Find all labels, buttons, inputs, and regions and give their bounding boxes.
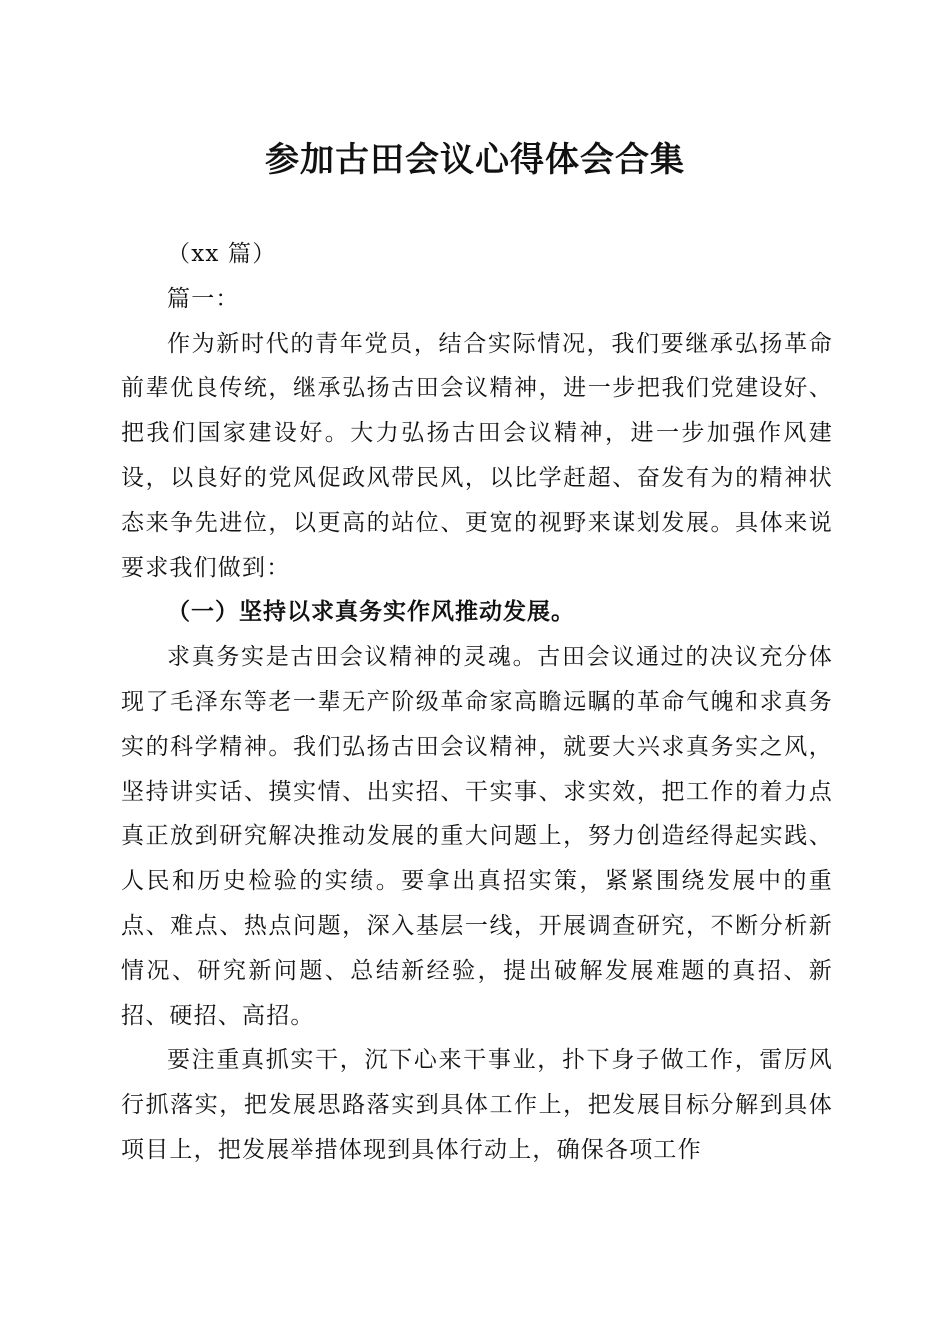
subsection-heading: （一）坚持以求真务实作风推动发展。 — [167, 598, 575, 626]
section-label: 篇一： — [167, 285, 240, 312]
intro-paragraph: 作为新时代的青年党员，结合实际情况，我们要继承弘扬革命前辈优良传统，继承弘扬古田会议精神，进一步把我们党建设好、把我们国家建设好。大力弘扬古田会议精神，进一步加强作风建设，以良好的党风促政风带民风，以比学赶超、奋发有为的精神状态来争先进位，以更高的站位、更宽的视野来谋划发展。具体来说要求我们做到： — [121, 330, 833, 581]
document-title: 参加古田会议心得体会合集 — [265, 140, 685, 180]
body-paragraph: 要注重真抓实干，沉下心来干事业，扑下身子做工作，雷厉风行抓落实，把发展思路落实到具体工作上，把发展目标分解到具体项目上，把发展举措体现到具体行动上，确保各项工作 — [121, 1047, 833, 1163]
article-count-note: （xx 篇） — [167, 241, 277, 267]
document-body — [121, 232, 833, 1173]
body-paragraph: 求真务实是古田会议精神的灵魂。古田会议通过的决议充分体现了毛泽东等老一辈无产阶级革命家高瞻远瞩的革命气魄和求真务实的科学精神。我们弘扬古田会议精神，就要大兴求真务实之风，坚持讲实话、摸实情、出实招、干实事、求实效，把工作的着力点真正放到研究解决推动发展的重大问题上，努力创造经得起实践、人民和历史检验的实绩。要拿出真招实策，紧紧围绕发展中的重点、难点、热点问题，深入基层一线，开展调查研究，不断分析新情况、研究新问题、总结新经验，提出破解发展难题的真招、新招、硬招、高招。 — [121, 644, 833, 1029]
